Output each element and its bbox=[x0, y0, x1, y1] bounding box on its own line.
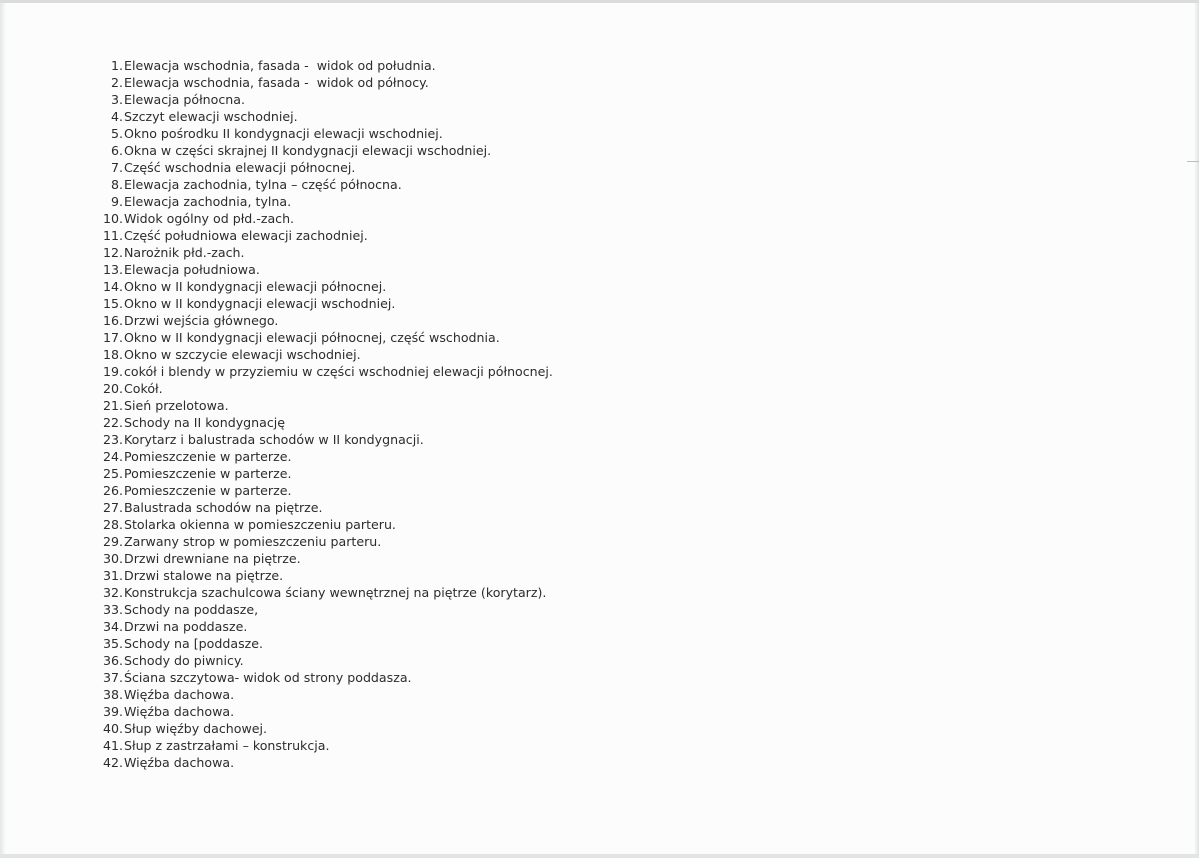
list-item-number: 3. bbox=[110, 92, 123, 107]
list-item-number: 16. bbox=[102, 313, 123, 328]
list-item bbox=[93, 669, 553, 686]
list-item-text: Elewacja zachodnia, tylna – część północna. bbox=[124, 177, 402, 192]
list-item-number: 6. bbox=[110, 143, 123, 158]
list-item bbox=[93, 652, 553, 669]
list-item bbox=[93, 448, 553, 465]
list-item-text: Schody na II kondygnację bbox=[124, 415, 286, 430]
list-item bbox=[93, 686, 553, 703]
list-item-number: 13. bbox=[102, 262, 123, 277]
list-item-text: Okno w II kondygnacji elewacji północnej. bbox=[124, 279, 387, 294]
list-item-number: 42. bbox=[102, 755, 123, 770]
list-item-number: 27. bbox=[102, 500, 123, 515]
page-edge-right bbox=[1194, 3, 1199, 854]
list-item bbox=[93, 499, 553, 516]
list-item-number: 41. bbox=[102, 738, 123, 753]
list-item bbox=[93, 720, 553, 737]
list-item bbox=[93, 91, 553, 108]
list-item-number: 21. bbox=[102, 398, 123, 413]
list-item bbox=[93, 754, 553, 771]
list-item-number: 15. bbox=[102, 296, 123, 311]
list-item-number: 7. bbox=[110, 160, 123, 175]
list-item-number: 23. bbox=[102, 432, 123, 447]
page-edge-left bbox=[0, 3, 6, 854]
list-item-number: 11. bbox=[102, 228, 123, 243]
list-item bbox=[93, 567, 553, 584]
list-item bbox=[93, 601, 553, 618]
list-item bbox=[93, 635, 553, 652]
list-item-text: cokół i blendy w przyziemiu w części wschodniej elewacji północnej. bbox=[124, 364, 553, 379]
list-item-text: Narożnik płd.-zach. bbox=[124, 245, 245, 260]
list-item-text: Stolarka okienna w pomieszczeniu parteru. bbox=[124, 517, 396, 532]
list-item-number: 10. bbox=[102, 211, 123, 226]
list-item-text: Elewacja wschodnia, fasada - widok od północy. bbox=[124, 75, 429, 90]
list-item-text: Drzwi na poddasze. bbox=[124, 619, 248, 634]
list-item-text: Drzwi stalowe na piętrze. bbox=[124, 568, 284, 583]
list-item-number: 37. bbox=[102, 670, 123, 685]
list-item-number: 22. bbox=[102, 415, 123, 430]
list-item-number: 24. bbox=[102, 449, 123, 464]
list-item-text: Część południowa elewacji zachodniej. bbox=[124, 228, 368, 243]
list-item-text: Schody na [poddasze. bbox=[124, 636, 263, 651]
list-item bbox=[93, 329, 553, 346]
list-item-number: 30. bbox=[102, 551, 123, 566]
list-item-text: Schody do piwnicy. bbox=[124, 653, 244, 668]
list-item-number: 8. bbox=[110, 177, 123, 192]
list-item bbox=[93, 550, 553, 567]
list-item bbox=[93, 142, 553, 159]
list-item bbox=[93, 57, 553, 74]
list-item-number: 28. bbox=[102, 517, 123, 532]
list-item-number: 26. bbox=[102, 483, 123, 498]
list-item-text: Pomieszczenie w parterze. bbox=[124, 449, 292, 464]
list-item-number: 36. bbox=[102, 653, 123, 668]
list-item-number: 31. bbox=[102, 568, 123, 583]
list-item-text: Elewacja południowa. bbox=[124, 262, 260, 277]
list-item-number: 14. bbox=[102, 279, 123, 294]
list-item bbox=[93, 346, 553, 363]
list-item-text: Balustrada schodów na piętrze. bbox=[124, 500, 323, 515]
list-item-text: Więźba dachowa. bbox=[124, 755, 235, 770]
list-item bbox=[93, 210, 553, 227]
list-item bbox=[93, 193, 553, 210]
list-item-number: 20. bbox=[102, 381, 123, 396]
list-item-number: 9. bbox=[110, 194, 123, 209]
list-item-text: Drzwi drewniane na piętrze. bbox=[124, 551, 301, 566]
list-item bbox=[93, 363, 553, 380]
list-item-text: Elewacja zachodnia, tylna. bbox=[124, 194, 292, 209]
list-item-text: Okna w części skrajnej II kondygnacji elewacji wschodniej. bbox=[124, 143, 492, 158]
list-item bbox=[93, 482, 553, 499]
list-item bbox=[93, 584, 553, 601]
list-item-text: Schody na poddasze, bbox=[124, 602, 259, 617]
list-item bbox=[93, 516, 553, 533]
list-item bbox=[93, 397, 553, 414]
list-item-text: Pomieszczenie w parterze. bbox=[124, 483, 292, 498]
list-item-text: Drzwi wejścia głównego. bbox=[124, 313, 279, 328]
list-item-number: 18. bbox=[102, 347, 123, 362]
list-item bbox=[93, 295, 553, 312]
list-item bbox=[93, 244, 553, 261]
list-item-text: Słup z zastrzałami – konstrukcja. bbox=[124, 738, 330, 753]
list-item-number: 17. bbox=[102, 330, 123, 345]
list-item-text: Pomieszczenie w parterze. bbox=[124, 466, 292, 481]
list-item-number: 32. bbox=[102, 585, 123, 600]
list-item-text: Ściana szczytowa- widok od strony poddasza. bbox=[124, 670, 412, 685]
list-item-number: 29. bbox=[102, 534, 123, 549]
list-item bbox=[93, 176, 553, 193]
list-item bbox=[93, 737, 553, 754]
list-item-text: Więźba dachowa. bbox=[124, 687, 235, 702]
list-item-number: 39. bbox=[102, 704, 123, 719]
list-item-number: 35. bbox=[102, 636, 123, 651]
list-item bbox=[93, 431, 553, 448]
list-item bbox=[93, 125, 553, 142]
list-item-text: Część wschodnia elewacji północnej. bbox=[124, 160, 356, 175]
list-item bbox=[93, 74, 553, 91]
list-item bbox=[93, 227, 553, 244]
list-item-text: Elewacja północna. bbox=[124, 92, 245, 107]
list-item bbox=[93, 261, 553, 278]
list-item bbox=[93, 159, 553, 176]
list-item-number: 19. bbox=[102, 364, 123, 379]
list-item-text: Okno pośrodku II kondygnacji elewacji wschodniej. bbox=[124, 126, 443, 141]
list-item-number: 4. bbox=[110, 109, 123, 124]
list-item-text: Zarwany strop w pomieszczeniu parteru. bbox=[124, 534, 382, 549]
margin-tick bbox=[1187, 161, 1199, 162]
list-item-number: 25. bbox=[102, 466, 123, 481]
list-item-text: Szczyt elewacji wschodniej. bbox=[124, 109, 298, 124]
list-item bbox=[93, 108, 553, 125]
list-item-number: 33. bbox=[102, 602, 123, 617]
list-item bbox=[93, 380, 553, 397]
photo-caption-list bbox=[93, 57, 553, 771]
list-item-number: 1. bbox=[110, 58, 123, 73]
list-item bbox=[93, 533, 553, 550]
list-item bbox=[93, 465, 553, 482]
list-item-text: Korytarz i balustrada schodów w II kondygnacji. bbox=[124, 432, 424, 447]
list-item-text: Elewacja wschodnia, fasada - widok od południa. bbox=[124, 58, 436, 73]
list-item-number: 40. bbox=[102, 721, 123, 736]
list-item-number: 38. bbox=[102, 687, 123, 702]
list-item-text: Okno w II kondygnacji elewacji północnej, część wschodnia. bbox=[124, 330, 500, 345]
list-item-text: Więźba dachowa. bbox=[124, 704, 235, 719]
list-item bbox=[93, 618, 553, 635]
list-item-text: Cokół. bbox=[124, 381, 163, 396]
list-item-text: Okno w II kondygnacji elewacji wschodniej. bbox=[124, 296, 396, 311]
list-item-text: Widok ogólny od płd.-zach. bbox=[124, 211, 295, 226]
list-item bbox=[93, 414, 553, 431]
list-item bbox=[93, 312, 553, 329]
list-item-text: Słup więźby dachowej. bbox=[124, 721, 268, 736]
list-item-number: 34. bbox=[102, 619, 123, 634]
list-item bbox=[93, 703, 553, 720]
list-item-text: Konstrukcja szachulcowa ściany wewnętrznej na piętrze (korytarz). bbox=[124, 585, 547, 600]
list-item bbox=[93, 278, 553, 295]
list-item-text: Sień przelotowa. bbox=[124, 398, 229, 413]
list-item-number: 2. bbox=[110, 75, 123, 90]
list-item-number: 12. bbox=[102, 245, 123, 260]
list-item-number: 5. bbox=[110, 126, 123, 141]
list-item-text: Okno w szczycie elewacji wschodniej. bbox=[124, 347, 361, 362]
